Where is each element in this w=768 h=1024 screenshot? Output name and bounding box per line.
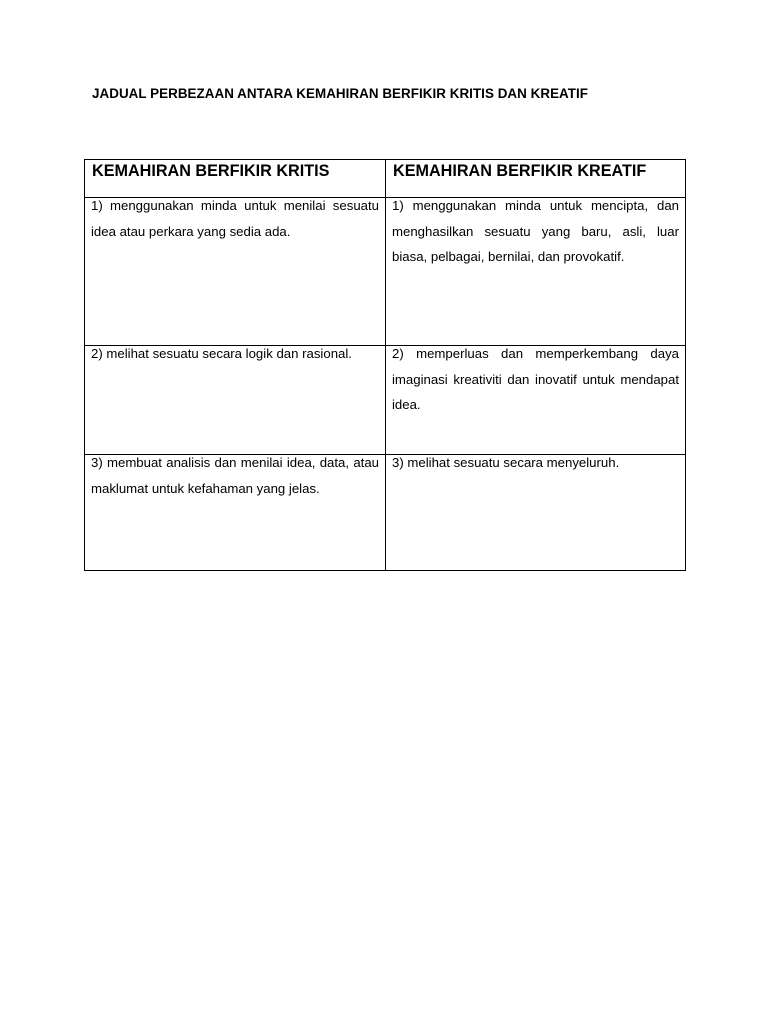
- table-header-row: [85, 160, 686, 198]
- cell-text: 2) melihat sesuatu secara logik dan rasional.: [91, 346, 352, 361]
- table-row: [85, 455, 686, 571]
- header-critical-thinking: KEMAHIRAN BERFIKIR KRITIS: [85, 160, 386, 198]
- cell-text: 1) menggunakan minda untuk menilai sesuatu idea atau perkara yang sedia ada.: [91, 198, 379, 239]
- critical-cell-1: [85, 198, 386, 346]
- document-title: JADUAL PERBEZAAN ANTARA KEMAHIRAN BERFIKIR KRITIS DAN KREATIF: [92, 86, 589, 101]
- creative-cell-1: [386, 198, 686, 346]
- cell-text: 3) melihat sesuatu secara menyeluruh.: [392, 455, 620, 470]
- table-row: [85, 198, 686, 346]
- creative-cell-3: [386, 455, 686, 571]
- table-row: [85, 346, 686, 455]
- creative-cell-2: [386, 346, 686, 455]
- critical-cell-3: [85, 455, 386, 571]
- comparison-table: [84, 159, 686, 571]
- cell-text: 1) menggunakan minda untuk mencipta, dan menghasilkan sesuatu yang baru, asli, luar biasa, pelbagai, bernilai, dan provokatif.: [392, 198, 679, 264]
- cell-text: 2) memperluas dan memperkembang daya imaginasi kreativiti dan inovatif untuk mendapat idea.: [392, 346, 679, 412]
- cell-text: 3) membuat analisis dan menilai idea, data, atau maklumat untuk kefahaman yang jelas.: [91, 455, 379, 496]
- critical-cell-2: [85, 346, 386, 455]
- header-creative-thinking: KEMAHIRAN BERFIKIR KREATIF: [386, 160, 686, 198]
